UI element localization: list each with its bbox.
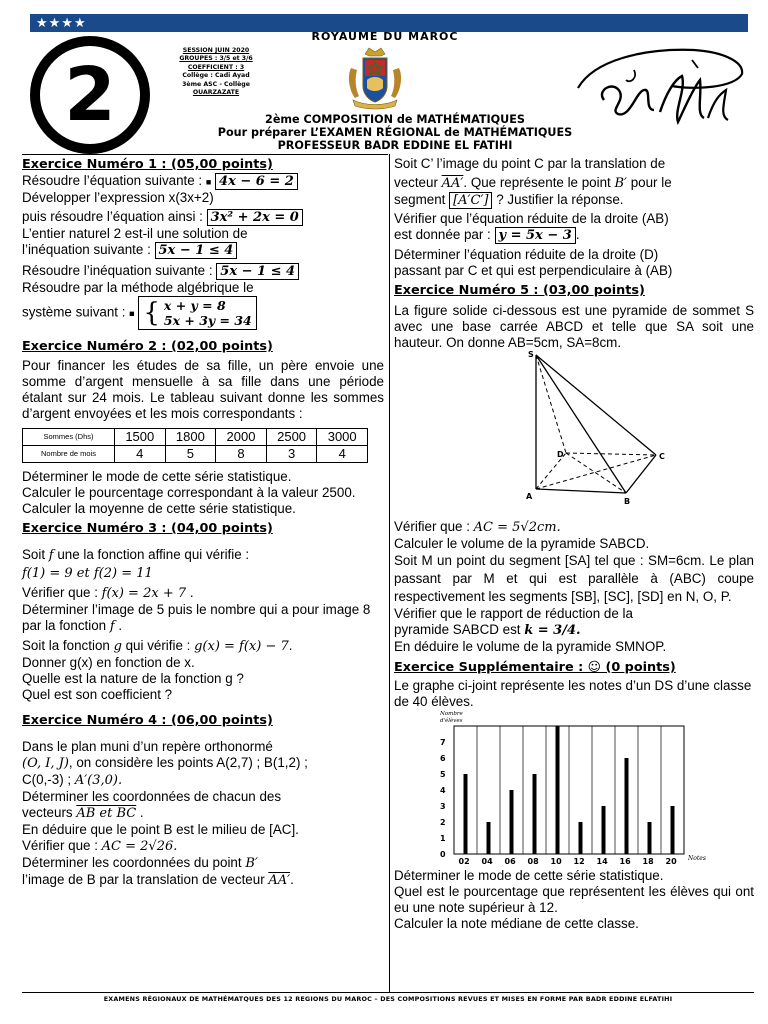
ex3-math: f xyxy=(48,548,54,563)
y-tick-label: 7 xyxy=(440,738,446,747)
ex5-q5 xyxy=(394,622,754,639)
table-cell: 4 xyxy=(115,446,166,463)
table-row xyxy=(23,446,368,463)
ex5-q1 xyxy=(394,519,754,536)
equation-box: 3x² + 2x = 0 xyxy=(207,209,303,226)
ex3-line8: Quel est son coefficient ? xyxy=(22,687,173,702)
college-line: Collège : Cadi Ayad xyxy=(182,72,250,80)
ex3-text: Vérifier que : xyxy=(22,585,102,600)
system-eq2: 5x + 3y = 34 xyxy=(163,313,252,328)
page-footer: EXAMENS RÉGIONAUX DE MATHÉMATQUES DES 12 REGIONS DU MAROC – DES COMPOSITIONS REVUES ET MISES EN FORME PAR BADR EDDINE ELFATIHI xyxy=(22,992,754,1005)
ex3-line7: Quelle est la nature de la fonction g ? xyxy=(22,671,244,686)
ex3-math: g xyxy=(113,639,122,654)
ex4b-line2 xyxy=(394,175,754,192)
table-cell: 1500 xyxy=(115,429,166,446)
ex3-text: . xyxy=(114,618,123,633)
edge-BC xyxy=(626,455,656,493)
table-cell: 2500 xyxy=(266,429,317,446)
point-label-S: S xyxy=(528,351,534,359)
ex3-math: g(x) = f(x) − 7 xyxy=(194,639,289,654)
exam-number: 2 xyxy=(64,52,116,138)
y-tick-label: 1 xyxy=(440,834,446,843)
exs-q1: Déterminer le mode de cette série statistique. xyxy=(394,868,664,883)
table-cell: 4 xyxy=(317,446,368,463)
ex3-line6: Donner g(x) en fonction de x. xyxy=(22,655,195,670)
system-rows xyxy=(164,298,252,328)
ex2-q3: Calculer la moyenne de cette série statistique. xyxy=(22,501,296,516)
ex4-math: A′(3,0). xyxy=(74,773,123,788)
ex3-text: Soit la fonction xyxy=(22,638,114,653)
inequation-box: 5x − 1 ≤ 4 xyxy=(216,263,299,280)
level-line: 3ème ASC - Collège xyxy=(182,80,250,88)
title-professeur: PROFESSEUR BADR EDDINE EL FATIHI xyxy=(277,139,513,152)
ex5-text: Vérifier que : xyxy=(394,519,474,534)
ex1-line1 xyxy=(22,173,384,190)
ex5-text: pyramide SABCD est xyxy=(394,622,525,637)
ex1-line7: Résoudre par la méthode algébrique le xyxy=(22,280,254,295)
ex5-q6: En déduire le volume de la pyramide SMNOP. xyxy=(394,639,667,654)
inequation-box: 5x − 1 ≤ 4 xyxy=(155,242,238,259)
ex3-line2: f(1) = 9 et f(2) = 11 xyxy=(22,566,153,581)
ex1-line5 xyxy=(22,242,384,259)
y-axis-label: Nombre xyxy=(440,711,463,717)
city-line: OUARZAZATE xyxy=(192,89,240,97)
ex4b-line6: Déterminer l’équation réduite de la droite (D) xyxy=(394,247,659,262)
moroccan-coat-of-arms-emblem xyxy=(345,46,405,110)
exercise-1-title: Exercice Numéro 1 : (05,00 points) xyxy=(22,157,273,172)
ex4-text: Vérifier que : xyxy=(22,838,102,853)
pyramid-figure xyxy=(394,351,754,511)
left-column xyxy=(22,156,384,889)
ex4b-text: pour le xyxy=(627,175,672,190)
bullet-square-icon: ■ xyxy=(205,177,212,187)
ex3-line4 xyxy=(22,602,384,635)
ex4b-line3 xyxy=(394,192,754,209)
edge-SD xyxy=(536,355,566,453)
ex1-text: système suivant : xyxy=(22,304,130,320)
ex4-vectors: AB et BC xyxy=(76,806,137,821)
exercise-3-title: Exercice Numéro 3 : (04,00 points) xyxy=(22,521,273,536)
ex1-line8 xyxy=(22,296,384,330)
y-axis-label: d'élèves xyxy=(440,718,463,724)
ex3-line1 xyxy=(22,547,384,564)
ex4b-text: . xyxy=(575,227,580,242)
x-tick-label: 18 xyxy=(642,857,654,866)
y-tick-label: 2 xyxy=(440,818,446,827)
ex3-text: Soit xyxy=(22,547,49,562)
x-tick-label: 14 xyxy=(596,857,608,866)
ex4b-line5 xyxy=(394,227,754,244)
x-tick-label: 04 xyxy=(481,857,493,866)
bar xyxy=(648,822,652,854)
edge-DC xyxy=(566,453,656,455)
ex4b-line4: Vérifier que l’équation réduite de la droite (AB) xyxy=(394,211,669,226)
table-cell: 5 xyxy=(165,446,216,463)
ex5-q2: Calculer le volume de la pyramide SABCD. xyxy=(394,536,650,551)
ex4-line2 xyxy=(22,755,384,772)
x-tick-label: 12 xyxy=(573,857,585,866)
x-tick-label: 08 xyxy=(527,857,539,866)
notes-bar-chart xyxy=(394,710,754,868)
left-top-divider xyxy=(22,154,388,155)
ex4b-text: ? Justifier la réponse. xyxy=(492,192,624,207)
table-cell: 3000 xyxy=(317,429,368,446)
ex4-text: . xyxy=(290,872,294,887)
exs-text: Le graphe ci-joint représente les notes d’un DS d’une classe de 40 élèves. xyxy=(394,678,752,709)
ex1-text: l’inéquation suivante : xyxy=(22,242,155,257)
ex4-math: B′ xyxy=(245,856,258,871)
ex4b-vector: AA′ xyxy=(441,176,464,191)
ex1-line3 xyxy=(22,209,384,226)
sommes-table xyxy=(22,428,368,463)
point-label-B: B xyxy=(624,497,631,506)
ex3-text: Déterminer l’image de 5 puis le nombre qui a pour image 8 par la fonction xyxy=(22,602,371,633)
y-tick-label: 3 xyxy=(440,802,446,811)
ex4b-text: . Que représente le point xyxy=(463,175,615,190)
ex4-line4: Déterminer les coordonnées de chacun des xyxy=(22,789,282,804)
bar xyxy=(464,774,468,854)
bar xyxy=(510,790,514,854)
ex4-text: C(0,-3) ; xyxy=(22,772,75,787)
row-header: Sommes (Dhs) xyxy=(23,429,115,446)
equation-box: 4x − 6 = 2 xyxy=(215,173,298,190)
y-tick-label: 0 xyxy=(440,850,446,859)
edge-SC xyxy=(536,355,656,455)
bar xyxy=(533,774,537,854)
ex4b-line7: passant par C et qui est perpendiculaire à (AB) xyxy=(394,263,673,278)
x-tick-label: 20 xyxy=(665,857,677,866)
ex3-line5 xyxy=(22,638,384,655)
ex3-math: f(x) = 2x + 7 xyxy=(101,586,187,601)
ex4b-text: segment xyxy=(394,192,450,207)
exercise-supp-title: Exercice Supplémentaire : ☺ (0 points) xyxy=(394,660,676,675)
bar xyxy=(487,822,491,854)
ex1-text: puis résoudre l’équation ainsi : xyxy=(22,209,207,224)
column-divider xyxy=(389,154,390,992)
groupes-line: GROUPES : 3/5 et 3/6 xyxy=(179,55,253,63)
ex4-text: . xyxy=(136,805,144,820)
ex4-line7 xyxy=(22,838,384,855)
ex4-math: AC = 2√26. xyxy=(101,839,178,854)
ex2-q2: Calculer le pourcentage correspondant à la valeur 2500. xyxy=(22,485,356,500)
bar xyxy=(602,806,606,854)
segment-box: [A′C′] xyxy=(449,192,492,209)
table-cell: 2000 xyxy=(216,429,267,446)
ex1-line4: L’entier naturel 2 est-il une solution de xyxy=(22,226,248,241)
table-row xyxy=(23,429,368,446)
diagonal-BD xyxy=(566,453,626,493)
y-tick-label: 4 xyxy=(440,786,446,795)
ex2-q1: Déterminer le mode de cette série statistique. xyxy=(22,469,292,484)
ex3-text: qui vérifie : xyxy=(121,638,195,653)
session-info xyxy=(150,47,282,97)
ex4-line8 xyxy=(22,855,384,872)
ex4-text: Déterminer les coordonnées du point xyxy=(22,855,246,870)
exercise-5-title: Exercice Numéro 5 : (03,00 points) xyxy=(394,283,645,298)
x-tick-label: 02 xyxy=(458,857,470,866)
system-box xyxy=(138,296,256,330)
x-tick-label: 16 xyxy=(619,857,631,866)
diagonal-AC xyxy=(536,455,656,489)
ex2-text: Pour financer les études de sa fille, un père envoie une somme d’argent mensuelle à sa fille dans une période étalant sur 24 mois. Le tableau suivant donne les sommes d’argent envoyées et les mois correspondants : xyxy=(22,358,384,421)
system-eq1: x + y = 8 xyxy=(163,298,226,313)
exercise-4-title: Exercice Numéro 4 : (06,00 points) xyxy=(22,713,273,728)
ex3-text: une la fonction affine qui vérifie : xyxy=(53,547,250,562)
ex4-line6: En déduire que le point B est le milieu de [AC]. xyxy=(22,822,299,837)
x-tick-label: 10 xyxy=(550,857,562,866)
ex4b-text: est donnée par : xyxy=(394,227,495,242)
ex1-text: Résoudre l’inéquation suivante : xyxy=(22,263,217,278)
ex4-line9 xyxy=(22,872,384,889)
ex5-math: k = 3/4. xyxy=(524,623,581,638)
ex4-line5 xyxy=(22,805,384,822)
ex4-text: l’image de B par la translation de vecteur xyxy=(22,872,269,887)
kingdom-title: ROYAUME DU MAROC xyxy=(311,30,459,43)
ex1-line2: Développer l’expression x(3x+2) xyxy=(22,190,214,205)
point-label-C: C xyxy=(659,452,665,461)
y-tick-label: 5 xyxy=(440,770,446,779)
x-tick-label: 06 xyxy=(504,857,516,866)
bar xyxy=(579,822,583,854)
exs-q2: Quel est le pourcentage que représentent les élèves qui ont eu une note supérieur à 12. xyxy=(394,884,754,915)
table-cell: 3 xyxy=(266,446,317,463)
exercise-2-title: Exercice Numéro 2 : (02,00 points) xyxy=(22,339,273,354)
y-tick-label: 6 xyxy=(440,754,446,763)
bar xyxy=(625,758,629,854)
point-label-D: D xyxy=(557,450,564,459)
equation-box: y = 5x − 3 xyxy=(495,227,576,244)
bullet-square-icon: ■ xyxy=(129,308,135,319)
ex4-math: (O, I, J) xyxy=(22,756,69,771)
ex4b-text: vecteur xyxy=(394,175,442,190)
ex3-math: f xyxy=(109,619,115,634)
ex4-line3 xyxy=(22,772,384,789)
table-cell: 8 xyxy=(216,446,267,463)
ex3-line3 xyxy=(22,585,384,602)
session-line: SESSION JUIN 2020 xyxy=(182,47,250,54)
row-header: Nombre de mois xyxy=(23,446,115,463)
ex1-text: Résoudre l’équation suivante : xyxy=(22,173,206,188)
ex5-math: AC = 5√2cm. xyxy=(473,520,561,535)
ex4-vector: AA′ xyxy=(268,873,291,888)
brace-glyph: { xyxy=(143,298,160,328)
coefficient-line: COEFFICIENT : 3 xyxy=(187,63,245,71)
ex3-text: . xyxy=(288,638,293,653)
table-cell: 1800 xyxy=(165,429,216,446)
stars: ★★★★ xyxy=(36,15,87,30)
ex4b-math: B′ xyxy=(614,176,627,191)
point-label-A: A xyxy=(526,492,533,501)
ex4-text: vecteurs xyxy=(22,805,77,820)
bar xyxy=(671,806,675,854)
ex4b-line1: Soit C’ l’image du point C par la translation de xyxy=(394,156,666,171)
title-examen: Pour préparer L’EXAMEN RÉGIONAL de MATHÉMATIQUES xyxy=(217,126,573,139)
edge-AB xyxy=(536,489,626,493)
ex5-q4: Vérifier que le rapport de réduction de la xyxy=(394,606,633,621)
exam-number-circle xyxy=(30,36,150,154)
bar xyxy=(556,726,560,854)
ex1-line6 xyxy=(22,263,384,280)
x-axis-label: Notes xyxy=(688,855,706,862)
title-composition: 2ème COMPOSITION de MATHÉMATIQUES xyxy=(265,113,525,126)
right-column xyxy=(394,156,754,932)
ex5-q3: Soit M un point du segment [SA] tel que : SM=6cm. Le plan passant par M et qui est parallèle à (ABC) coupe respectivement les segments [SB], [SC], [SD] en N, O, P. xyxy=(394,553,754,604)
ex4-text: , on considère les points A(2,7) ; B(1,2) ; xyxy=(68,755,308,770)
ex3-text: . xyxy=(186,585,194,600)
ex4-line1: Dans le plan muni d’un repère orthonormé xyxy=(22,739,273,754)
document-titles xyxy=(150,113,640,152)
exs-q3: Calculer la note médiane de cette classe. xyxy=(394,916,639,931)
ex5-text: La figure solide ci-dessous est une pyramide de sommet S avec une base carrée ABCD et telle que SA soit une hauteur. On donne AB=5cm, SA=8cm. xyxy=(394,303,754,350)
